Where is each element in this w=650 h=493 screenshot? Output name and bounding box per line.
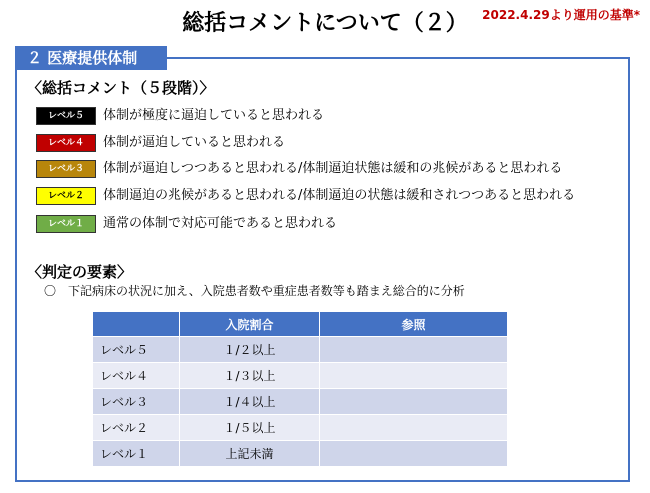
level-description: 通常の体制で対応可能であると思われる: [103, 216, 338, 231]
table-cell: レベル４: [93, 363, 180, 389]
criteria-table: [92, 311, 508, 467]
table-cell: １/５以上: [180, 415, 320, 441]
level-badge: レベル１: [36, 215, 96, 233]
table-row: [93, 389, 508, 415]
table-cell: １/３以上: [180, 363, 320, 389]
table-cell: レベル２: [93, 415, 180, 441]
table-cell: [320, 389, 508, 415]
table-cell: [320, 415, 508, 441]
column-header: 参照: [320, 312, 508, 337]
table-header-row: [93, 312, 508, 337]
level-badge: レベル４: [36, 134, 96, 152]
table-cell: レベル３: [93, 389, 180, 415]
table-cell: レベル１: [93, 441, 180, 467]
level-badge: レベル５: [36, 107, 96, 125]
table-row: [93, 415, 508, 441]
effective-date-note: 2022.4.29より運用の基準*: [482, 8, 640, 22]
level-badge: レベル３: [36, 160, 96, 178]
level-description: 体制が逼迫しつつあると思われる/体制逼迫状態は緩和の兆候があると思われる: [103, 161, 563, 176]
criteria-bullet: 〇 下記病床の状況に加え、入院患者数や重症患者数等も踏まえ総合的に分析: [44, 284, 465, 298]
table-cell: 上記未満: [180, 441, 320, 467]
table-cell: １/２以上: [180, 337, 320, 363]
table-row: [93, 363, 508, 389]
level-description: 体制逼迫の兆候があると思われる/体制逼迫の状態は緩和されつつあると思われる: [103, 188, 576, 203]
table-cell: [320, 337, 508, 363]
section-label: ２ 医療提供体制: [15, 46, 167, 70]
page-title: 総括コメントについて（２）: [182, 11, 468, 36]
level-description: 体制が極度に逼迫していると思われる: [103, 108, 325, 123]
table-cell: [320, 363, 508, 389]
criteria-heading: 〈判定の要素〉: [27, 263, 133, 281]
column-header: [93, 312, 180, 337]
table-cell: レベル５: [93, 337, 180, 363]
table-cell: １/４以上: [180, 389, 320, 415]
table-row: [93, 337, 508, 363]
table-row: [93, 441, 508, 467]
level-description: 体制が逼迫していると思われる: [103, 135, 286, 150]
level-badge: レベル２: [36, 187, 96, 205]
table-cell: [320, 441, 508, 467]
column-header: 入院割合: [180, 312, 320, 337]
summary-heading: 〈総括コメント（５段階）〉: [27, 79, 215, 97]
